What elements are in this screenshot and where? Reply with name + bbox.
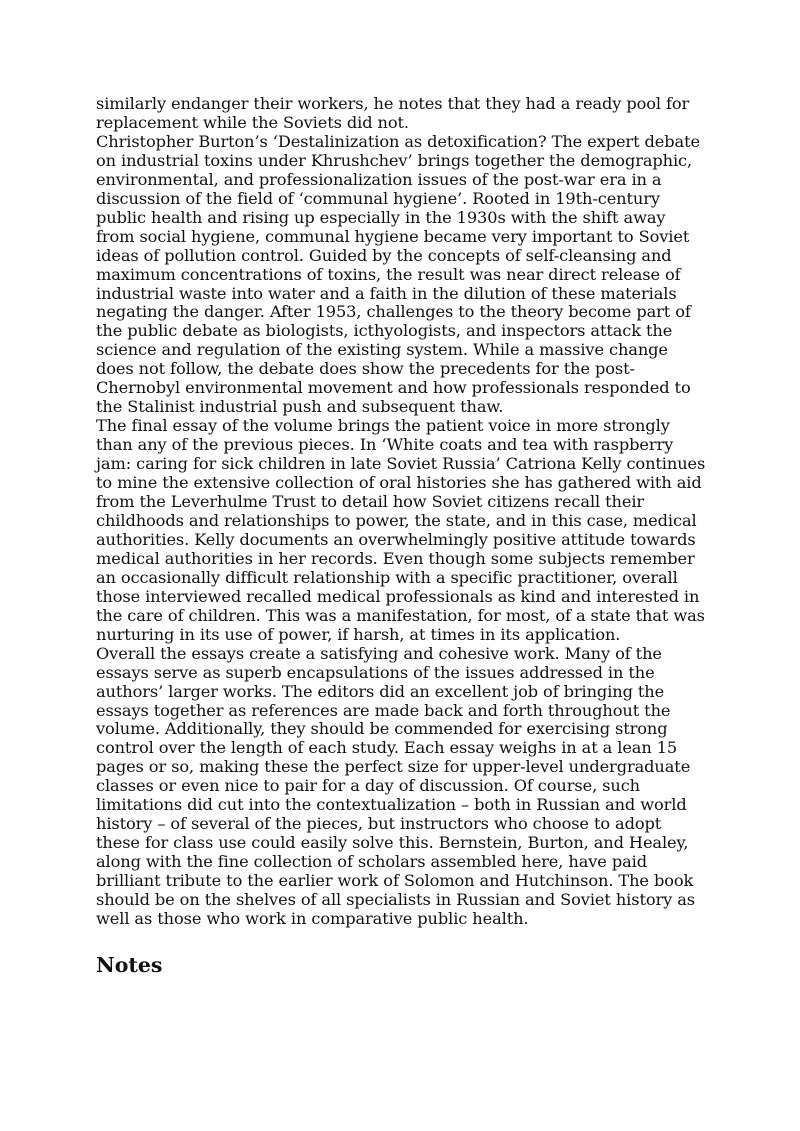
paragraph-burton-essay: Christopher Burton’s ‘Destalinization as detoxification? The expert debate on industrial toxins under Khrushchev’ brings together the demographic, environmental, and professionalization issues of the post-war era in a discussion of the field of ‘communal hygiene’. Rooted in 19th-century public health and rising up especially in the 1930s with the shift away from social hygiene, communal hygiene became very important to Soviet ideas of pollution control. Guided by the concepts of self-cleansing and maximum concentrations of toxins, the result was near direct release of industrial waste into water and a faith in the dilution of these materials negating the danger. After 1953, challenges to the theory become part of the public debate as biologists, icthyologists, and inspectors attack the science and regulation of the existing system. While a massive change does not follow, the debate does show the precedents for the post-Chernobyl environmental movement and how professionals responded to the Stalinist industrial push and subsequent thaw. bbox=[96, 131, 700, 417]
paragraph-conclusion: Overall the essays create a satisfying and cohesive work. Many of the essays serve as superb encapsulations of the issues addressed in the authors’ larger works. The editors did an excellent job of bringing the essays together as references are made back and forth throughout the volume. Additionally, they should be commended for exercising strong control over the length of each study. Each essay weighs in at a lean 15 pages or so, making these the perfect size for upper-level undergraduate classes or even nice to pair for a day of discussion. Of course, such limitations did cut into the contextualization – both in Russian and world history – of several of the pieces, but instructors who choose to adopt these for class use could easily solve this. Bernstein, Burton, and Healey, along with the fine collection of scholars assembled here, have paid brilliant tribute to the earlier work of Solomon and Hutchinson. The book should be on the shelves of all specialists in Russian and Soviet history as well as those who work in comparative public health. bbox=[96, 643, 696, 928]
notes-heading: Notes bbox=[96, 952, 163, 977]
paragraph-kelly-essay: The final essay of the volume brings the patient voice in more strongly than any of the previous pieces. In ‘White coats and tea with raspberry jam: caring for sick children in late Soviet Russia’ Catriona Kelly continues to mine the extensive collection of oral histories she has gathered with aid from the Leverhulme Trust to detail how Soviet citizens recall their childhoods and relationships to power, the state, and in this case, medical authorities. Kelly documents an overwhelmingly positive attitude towards medical authorities in her records. Even though some subjects remember an occasionally difficult relationship with a specific practitioner, overall those interviewed recalled medical professionals as kind and interested in the care of children. This was a manifestation, for most, of a state that was nurturing in its use of power, if harsh, at times in its application. bbox=[96, 416, 706, 644]
document-page bbox=[96, 95, 706, 977]
paragraph-continuation: similarly endanger their workers, he notes that they had a ready pool for replacement while the Soviets did not. bbox=[96, 94, 690, 132]
